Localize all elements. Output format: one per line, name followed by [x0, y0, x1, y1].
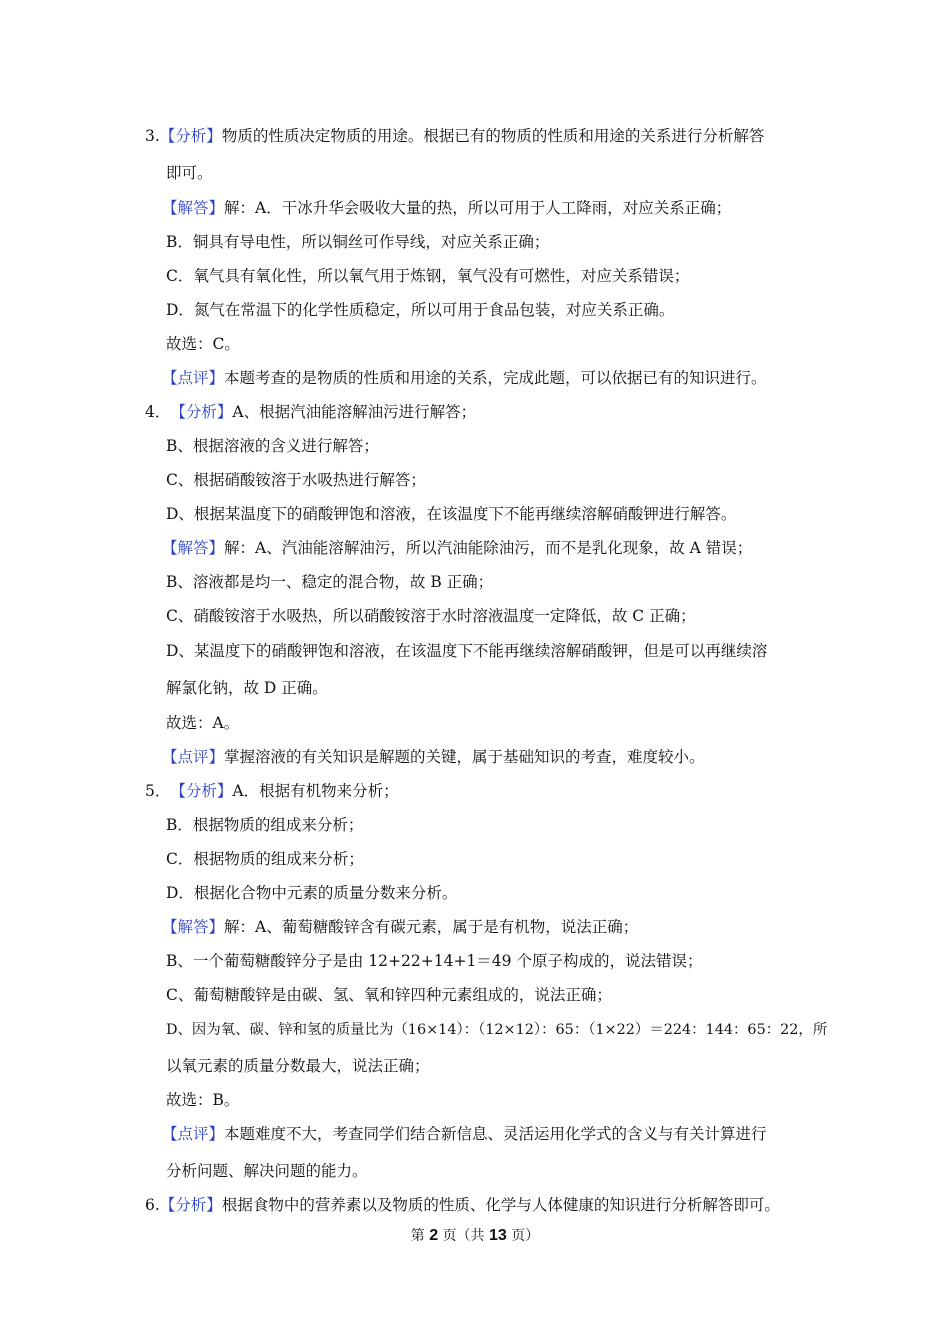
q3-answer-line-2: B．铜具有导电性，所以铜丝可作导线，对应关系正确； [166, 233, 550, 251]
q3-analysis-line-1 [145, 126, 764, 146]
q4-analysis-line-3: C、根据硝酸铵溶于水吸热进行解答； [166, 471, 426, 489]
question-number: 3. [145, 127, 160, 145]
analysis-tag: 【分析】 [159, 127, 222, 145]
answer-tag: 【解答】 [162, 199, 225, 217]
q5-answer-line-2: B、一个葡萄糖酸锌分子是由 12+22+14+1＝49 个原子构成的，说法错误； [166, 952, 703, 970]
q5-analysis-line-2: B．根据物质的组成来分析； [166, 816, 364, 834]
q5-answer-line-4: D、因为氧、碳、锌和氢的质量比为（16×14）：（12×12）：65：（1×22）＝224：144：65：22，所 [166, 1022, 828, 1038]
analysis-tag: 【分析】 [159, 1196, 222, 1214]
question-number: 6. [145, 1196, 160, 1214]
answer-tag: 【解答】 [162, 918, 225, 936]
q3-answer-line-3: C．氧气具有氧化性，所以氧气用于炼钢，氧气没有可燃性，对应关系错误； [166, 267, 690, 285]
comment-tag: 【点评】 [162, 748, 225, 766]
analysis-tag: 【分析】 [170, 782, 233, 800]
q3-answer-line-1 [162, 198, 731, 218]
answer-text: 解：A、葡萄糖酸锌含有碳元素，属于是有机物，说法正确； [224, 918, 639, 936]
answer-text: 解：A、汽油能溶解油污，所以汽油能除油污，而不是乳化现象，故 A 错误； [224, 539, 753, 557]
q4-answer-line-3: C、硝酸铵溶于水吸热，所以硝酸铵溶于水时溶液温度一定降低，故 C 正确； [166, 607, 696, 625]
q5-answer-line-5: 以氧元素的质量分数最大，说法正确； [166, 1057, 430, 1075]
q4-answer-line-4: D、某温度下的硝酸钾饱和溶液，在该温度下不能再继续溶解硝酸钾，但是可以再继续溶 [166, 642, 768, 660]
total-pages: 13 [489, 1227, 507, 1244]
footer-middle: 页（共 [438, 1228, 489, 1244]
answer-text: 解：A．干冰升华会吸收大量的热，所以可用于人工降雨，对应关系正确； [224, 199, 732, 217]
q4-comment-line-1 [162, 747, 705, 767]
comment-text: 本题难度不大，考查同学们结合新信息、灵活运用化学式的含义与有关计算进行 [224, 1125, 767, 1143]
question-number: 4． [145, 403, 171, 421]
q5-comment-line-1 [162, 1124, 767, 1144]
q4-answer-line-1 [162, 538, 752, 558]
q3-analysis-line-2: 即可。 [166, 164, 213, 182]
analysis-text: 物质的性质决定物质的用途。根据已有的物质的性质和用途的关系进行分析解答 [221, 127, 765, 145]
q4-choice: 故选：A。 [166, 714, 240, 732]
comment-text: 掌握溶液的有关知识是解题的关键，属于基础知识的考查，难度较小。 [224, 748, 705, 766]
q3-answer-line-4: D．氮气在常温下的化学性质稳定，所以可用于食品包装，对应关系正确。 [166, 301, 675, 319]
q5-answer-line-3: C、葡萄糖酸锌是由碳、氢、氧和锌四种元素组成的，说法正确； [166, 986, 612, 1004]
q5-analysis-line-4: D．根据化合物中元素的质量分数来分析。 [166, 884, 458, 902]
page-footer [0, 1226, 950, 1246]
footer-suffix: 页） [506, 1228, 540, 1244]
analysis-text: A、根据汽油能溶解油污进行解答； [232, 403, 477, 421]
q4-analysis-line-1 [145, 402, 476, 422]
q4-answer-line-2: B、溶液都是均一、稳定的混合物，故 B 正确； [166, 573, 494, 591]
q4-analysis-line-2: B、根据溶液的含义进行解答； [166, 437, 379, 455]
q3-choice: 故选：C。 [166, 335, 240, 353]
comment-text: 本题考查的是物质的性质和用途的关系，完成此题，可以依据已有的知识进行。 [224, 369, 767, 387]
q6-analysis-line-1 [145, 1195, 780, 1215]
question-number: 5． [145, 782, 171, 800]
q5-comment-line-2: 分析问题、解决问题的能力。 [166, 1162, 368, 1180]
analysis-tag: 【分析】 [170, 403, 233, 421]
q5-answer-line-1 [162, 917, 638, 937]
analysis-text: 根据食物中的营养素以及物质的性质、化学与人体健康的知识进行分析解答即可。 [221, 1196, 780, 1214]
page-number: 2 [429, 1227, 439, 1244]
q4-answer-line-5: 解氯化钠，故 D 正确。 [166, 679, 328, 697]
answer-tag: 【解答】 [162, 539, 225, 557]
q5-analysis-line-3: C．根据物质的组成来分析； [166, 850, 364, 868]
analysis-text: A．根据有机物来分析； [232, 782, 399, 800]
q4-analysis-line-4: D、根据某温度下的硝酸钾饱和溶液，在该温度下不能再继续溶解硝酸钾进行解答。 [166, 505, 737, 523]
q3-comment-line-1 [162, 368, 767, 388]
q5-analysis-line-1 [145, 781, 399, 801]
comment-tag: 【点评】 [162, 369, 225, 387]
comment-tag: 【点评】 [162, 1125, 225, 1143]
q5-choice: 故选：B。 [166, 1091, 240, 1109]
footer-prefix: 第 [410, 1228, 430, 1244]
